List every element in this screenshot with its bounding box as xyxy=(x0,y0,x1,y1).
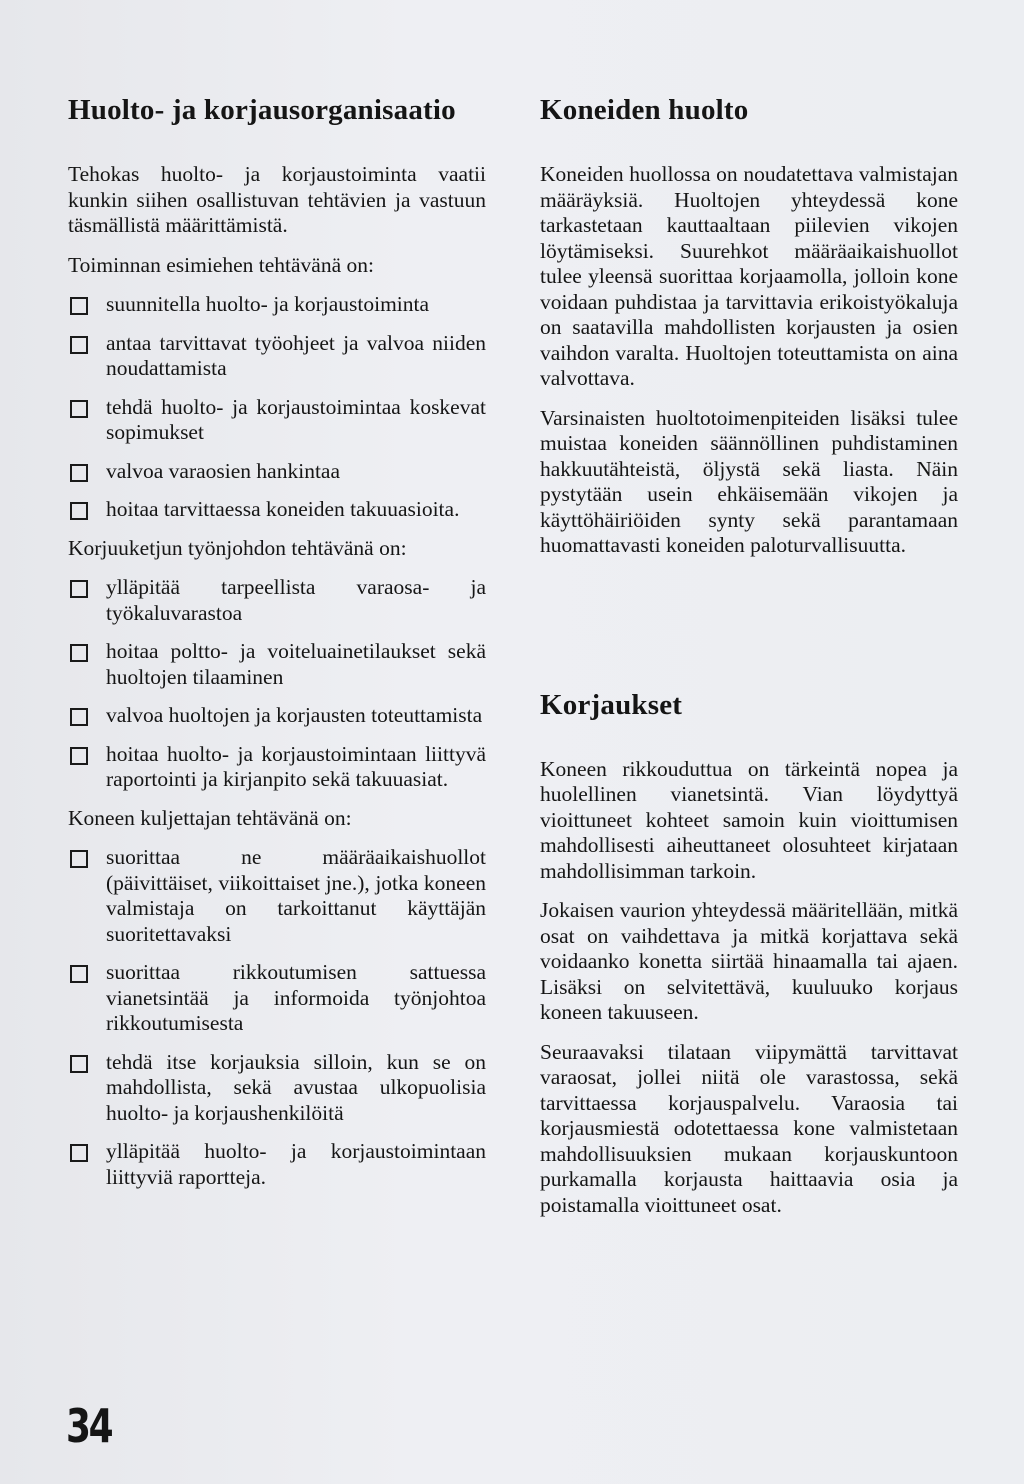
checklist-item-text: hoitaa tarvittaessa koneiden takuuasioita. xyxy=(106,497,460,521)
checkbox-icon xyxy=(70,464,88,482)
intro-paragraph: Tehokas huolto- ja korjaustoiminta vaatii kunkin siihen osallistuvan tehtävien ja vastuun täsmällistä määrittämistä. xyxy=(68,162,486,237)
checkbox-icon xyxy=(70,850,88,868)
checklist-item xyxy=(68,575,486,626)
maintenance-paragraph: Koneiden huollossa on noudatettava valmistajan määräyksiä. Huoltojen yhteydessä kone tarkastetaan kauttaaltaan piilevien vikojen löytämiseksi. Suurehkot määräaikaishuollot tulee yleensä suorittaa korjaamolla, jolloin kone voidaan puhdistaa ja tarvittavia erikoistyökaluja on saatavilla mahdollisten korjausten ja osien vaihdon varalta. Huoltojen toteuttamista on aina valvottava. xyxy=(540,162,958,390)
heading-repairs: Korjaukset xyxy=(540,688,683,721)
checklist-item-text: valvoa varaosien hankintaa xyxy=(106,458,341,483)
checklist-item xyxy=(68,742,486,793)
repairs-paragraph: Seuraavaksi tilataan viipymättä tarvittavat varaosat, jollei niitä ole varastossa, sekä tarvittaessa korjauspalvelu. Varaosia tai korjausmiestä odotettaessa kone valmistetaan mahdollisuuksien mukaan korjauskuntoon purkamalla korjausta haittaavia osia ja poistamalla vioittuneet osat. xyxy=(540,1039,958,1217)
checklist-item xyxy=(68,459,486,485)
maintenance-paragraph: Varsinaisten huoltotoimenpiteiden lisäksi tulee muistaa koneiden säännöllinen puhdistaminen hakkuutähteistä, öljystä sekä liasta. Näin pystytään usein ehkäisemään vikojen ja käyttöhäiriöiden synty sekä parantamaan huomattavasti koneiden paloturvallisuutta. xyxy=(540,405,958,557)
heading-organisation: Huolto- ja korjausorganisaatio xyxy=(68,94,456,126)
page-number: 34 xyxy=(66,1399,112,1453)
checkbox-icon xyxy=(70,1144,88,1162)
checklist-item-text: antaa tarvittavat työohjeet ja valvoa niiden noudattamista xyxy=(106,330,486,380)
checklist-item-text: valvoa huoltojen ja korjausten toteuttamista xyxy=(106,703,483,727)
checkbox-icon xyxy=(70,747,88,765)
checklist-item-text: ylläpitää huolto- ja korjaustoimintaan liittyviä raportteja. xyxy=(106,1139,486,1189)
checklist-item-text: hoitaa poltto- ja voiteluainetilaukset sekä huoltojen tilaaminen xyxy=(106,639,486,689)
checkbox-icon xyxy=(70,580,88,598)
checklist-item xyxy=(68,960,486,1037)
checklist-item xyxy=(68,1139,486,1190)
checklist-item xyxy=(68,395,486,446)
checklist-item xyxy=(68,497,486,523)
section-lead-supervisor: Toiminnan esimiehen tehtävänä on: xyxy=(68,252,374,277)
section-lead-operator: Koneen kuljettajan tehtävänä on: xyxy=(68,805,352,830)
checkbox-icon xyxy=(70,297,88,315)
checklist-item-text: tehdä itse korjauksia silloin, kun se on mahdollista, sekä avustaa ulkopuolisia huolto- ja korjaushenkilöitä xyxy=(106,1049,486,1125)
checklist-item-text: ylläpitää tarpeellista varaosa- ja työkaluvarastoa xyxy=(106,575,486,625)
checklist-item-text: suunnitella huolto- ja korjaustoiminta xyxy=(106,292,430,316)
checklist-item xyxy=(68,331,486,382)
checklist-item-text: tehdä huolto- ja korjaustoimintaa koskevat sopimukset xyxy=(106,394,486,444)
checklist-item xyxy=(68,292,486,318)
checklist-operator xyxy=(68,845,486,1190)
checklist-supervisor xyxy=(68,292,486,523)
checkbox-icon xyxy=(70,1055,88,1073)
checkbox-icon xyxy=(70,965,88,983)
repairs-paragraph: Koneen rikkouduttua on tärkeintä nopea ja huolellinen vianetsintä. Vian löydyttyä vioittuneet kohteet samoin kuin vioittumisen mahdollisesti aiheuttaneet olosuhteet kirjataan mahdollisimman tarkoin. xyxy=(540,756,958,883)
checkbox-icon xyxy=(70,502,88,520)
right-column xyxy=(540,92,958,1232)
checklist-item xyxy=(68,845,486,947)
heading-maintenance: Koneiden huolto xyxy=(540,94,749,126)
checklist-item xyxy=(68,639,486,690)
checkbox-icon xyxy=(70,644,88,662)
left-column xyxy=(68,92,486,1203)
checklist-foreman xyxy=(68,575,486,793)
checkbox-icon xyxy=(70,708,88,726)
checklist-item-text: suorittaa ne määräaikaishuollot (päivittäiset, viikoittaiset jne.), jotka koneen valmistaja on tarkoittanut käyttäjän suoritettavaksi xyxy=(106,845,486,946)
checklist-item-text: hoitaa huolto- ja korjaustoimintaan liittyvä raportointi ja kirjanpito sekä takuuasiat. xyxy=(106,741,486,791)
checklist-item-text: suorittaa rikkoutumisen sattuessa vianetsintää ja informoida työnjohtoa rikkoutumisesta xyxy=(106,960,486,1035)
checkbox-icon xyxy=(70,400,88,418)
repairs-paragraph: Jokaisen vaurion yhteydessä määritellään, mitkä osat on vaihdettava ja mitkä korjattava sekä voidaanko konetta siirtää hinaamalla tai ajaen. Lisäksi on selvitettävä, kuuluuko korjaus koneen takuuseen. xyxy=(540,898,958,1024)
checklist-item xyxy=(68,1050,486,1127)
checklist-item xyxy=(68,703,486,729)
section-lead-foreman: Korjuuketjun työnjohdon tehtävänä on: xyxy=(68,535,407,560)
checkbox-icon xyxy=(70,336,88,354)
